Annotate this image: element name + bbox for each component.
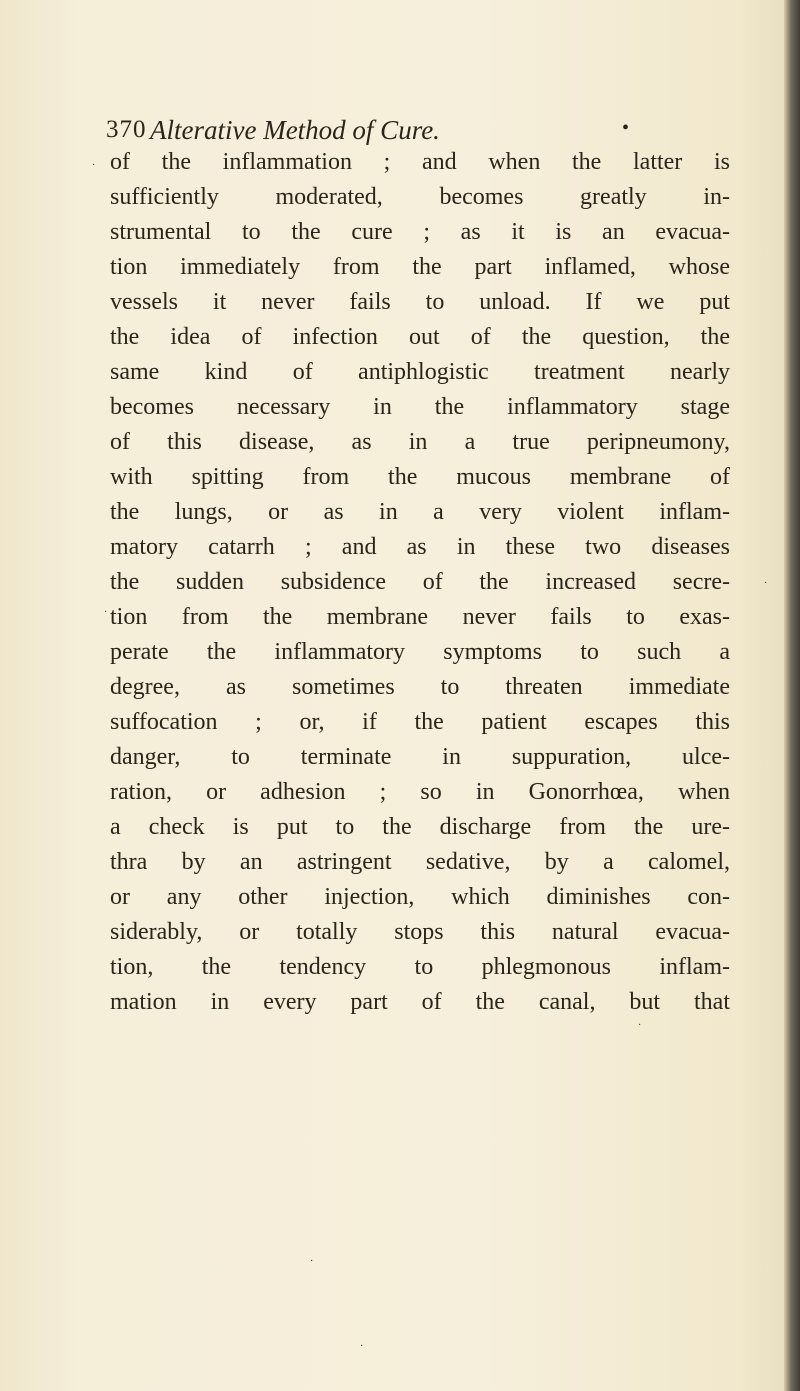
text-line-6: the idea of infection out of the question, the [110, 324, 730, 350]
body-text [110, 145, 730, 1020]
text-line-14: tion from the membrane never fails to exas- [110, 604, 730, 630]
text-line-5: vessels it never fails to unload. If we put [110, 289, 730, 315]
text-line-1: of the inflammation ; and when the latter is [110, 149, 730, 175]
text-line-17: suffocation ; or, if the patient escapes this [110, 709, 730, 735]
text-line-25: mation in every part of the canal, but that [110, 989, 730, 1015]
text-line-12: matory catarrh ; and as in these two diseases [110, 534, 730, 560]
running-title: Alterative Method of Cure. [150, 115, 440, 145]
ink-speck: · [764, 578, 768, 589]
text-line-20: a check is put to the discharge from the ure- [110, 814, 730, 840]
text-line-24: tion, the tendency to phlegmonous inflam- [110, 954, 730, 980]
ink-speck: · [104, 607, 108, 618]
page-number: 370 [106, 116, 147, 143]
header-mark: • [622, 117, 630, 139]
text-line-10: with spitting from the mucous membrane of [110, 464, 730, 490]
text-line-22: or any other injection, which diminishes con- [110, 884, 730, 910]
text-line-19: ration, or adhesion ; so in Gonorrhœa, when [110, 779, 730, 805]
text-line-11: the lungs, or as in a very violent inflam- [110, 499, 730, 525]
ink-speck: · [360, 1341, 364, 1352]
page-header [106, 110, 726, 150]
text-line-18: danger, to terminate in suppuration, ulce- [110, 744, 730, 770]
text-line-21: thra by an astringent sedative, by a calomel, [110, 849, 730, 875]
text-line-13: the sudden subsidence of the increased secre- [110, 569, 730, 595]
text-line-2: sufficiently moderated, becomes greatly in- [110, 184, 730, 210]
text-line-8: becomes necessary in the inflammatory stage [110, 394, 730, 420]
text-line-9: of this disease, as in a true peripneumony, [110, 429, 730, 455]
text-line-15: perate the inflammatory symptoms to such a [110, 639, 730, 665]
ink-speck: · [92, 160, 96, 171]
ink-speck: · [310, 1256, 314, 1267]
text-line-7: same kind of antiphlogistic treatment nearly [110, 359, 730, 385]
text-line-3: strumental to the cure ; as it is an evacua- [110, 219, 730, 245]
text-line-23: siderably, or totally stops this natural evacua- [110, 919, 730, 945]
page-edge-shadow [784, 0, 800, 1391]
ink-speck: · [638, 1020, 642, 1031]
text-line-4: tion immediately from the part inflamed, whose [110, 254, 730, 280]
text-line-16: degree, as sometimes to threaten immediate [110, 674, 730, 700]
